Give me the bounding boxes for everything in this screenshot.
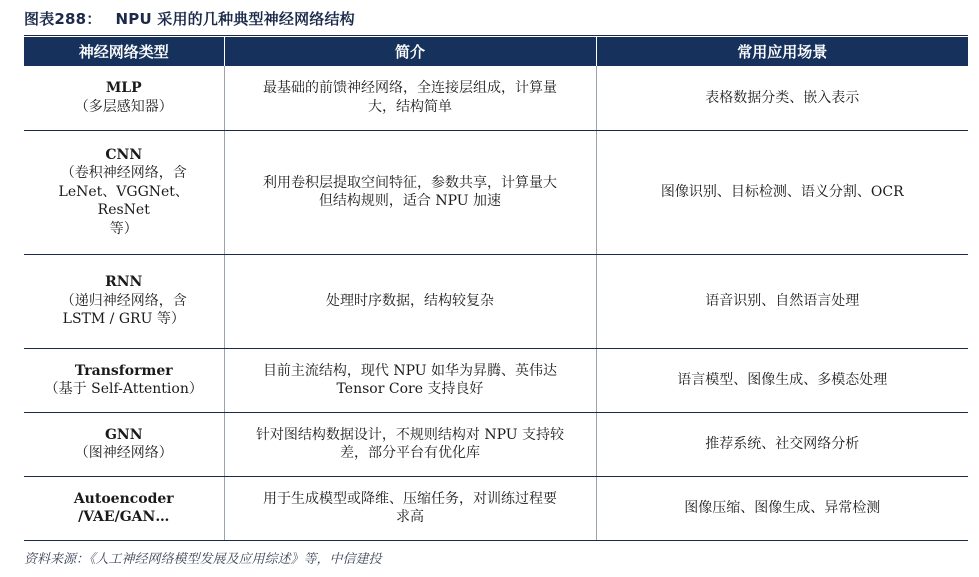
figure-title xyxy=(24,8,355,29)
table-header-row xyxy=(24,37,968,66)
applications-cell: 推荐系统、社交网络分析 xyxy=(596,412,968,476)
table-row xyxy=(24,130,968,254)
intro-line: 目前主流结构，现代 NPU 如华为昇腾、英伟达 xyxy=(262,362,558,379)
network-subtitle: 等） xyxy=(109,220,138,237)
intro-cell xyxy=(224,412,596,476)
applications-cell: 语言模型、图像生成、多模态处理 xyxy=(596,348,968,412)
intro-line: 用于生成模型或降维、压缩任务，对训练过程要 xyxy=(263,490,557,507)
table-row xyxy=(24,254,968,348)
table-row xyxy=(24,66,968,130)
network-subtitle: （图神经网络） xyxy=(74,445,173,461)
intro-cell xyxy=(224,130,596,254)
network-subtitle: （基于 Self-Attention） xyxy=(44,381,203,397)
intro-line: 最基础的前馈神经网络，全连接层组成，计算量 xyxy=(263,80,557,97)
intro-cell xyxy=(224,254,596,348)
network-type-cell xyxy=(24,254,224,348)
network-name: CNN xyxy=(105,146,143,163)
network-subtitle: （卷积神经网络，含 xyxy=(60,165,187,182)
source-note: 资料来源：《人工神经网络模型发展及应用综述》等，中信建投 xyxy=(24,552,382,567)
header-intro: 简介 xyxy=(224,37,596,66)
network-name: MLP xyxy=(105,80,142,97)
network-subtitle: （多层感知器） xyxy=(74,98,173,115)
intro-line: 处理时序数据，结构较复杂 xyxy=(326,292,494,309)
intro-cell xyxy=(224,476,596,540)
network-type-cell xyxy=(24,412,224,476)
network-type-cell xyxy=(24,130,224,254)
applications-cell: 语音识别、自然语言处理 xyxy=(596,254,968,348)
figure-label: 图表288： xyxy=(24,10,102,28)
table-row xyxy=(24,412,968,476)
network-type-cell xyxy=(24,476,224,540)
network-name: Autoencoder xyxy=(73,490,174,507)
network-subtitle: LeNet、VGGNet、ResNet xyxy=(58,183,189,219)
applications-cell: 表格数据分类、嵌入表示 xyxy=(596,66,968,130)
npu-network-table xyxy=(24,37,968,541)
intro-line: 大，结构简单 xyxy=(368,98,452,115)
network-type-cell xyxy=(24,348,224,412)
intro-cell xyxy=(224,348,596,412)
intro-line: 针对图结构数据设计，不规则结构对 NPU 支持较 xyxy=(255,426,565,443)
network-subtitle: （递归神经网络，含 xyxy=(60,292,187,309)
intro-line: 求高 xyxy=(396,509,424,525)
top-rule xyxy=(24,35,968,36)
intro-cell xyxy=(224,66,596,130)
network-name: RNN xyxy=(105,274,143,291)
table-row xyxy=(24,348,968,412)
network-subtitle: LSTM / GRU 等） xyxy=(62,311,185,328)
network-type-cell xyxy=(24,66,224,130)
network-name: GNN xyxy=(104,426,143,443)
applications-cell: 图像压缩、图像生成、异常检测 xyxy=(596,476,968,540)
intro-line: 差，部分平台有优化库 xyxy=(340,445,480,461)
header-applications: 常用应用场景 xyxy=(596,37,968,66)
table-row xyxy=(24,476,968,540)
network-subtitle: /VAE/GAN… xyxy=(78,509,170,525)
intro-line: 但结构规则，适合 NPU 加速 xyxy=(318,193,502,209)
applications-cell: 图像识别、目标检测、语义分割、OCR xyxy=(596,130,968,254)
network-name: Transformer xyxy=(74,362,173,379)
intro-line: 利用卷积层提取空间特征，参数共享，计算量大 xyxy=(263,174,557,191)
figure-title-text: NPU 采用的几种典型神经网络结构 xyxy=(115,10,355,28)
header-network-type: 神经网络类型 xyxy=(24,37,224,66)
intro-line: Tensor Core 支持良好 xyxy=(336,381,484,397)
